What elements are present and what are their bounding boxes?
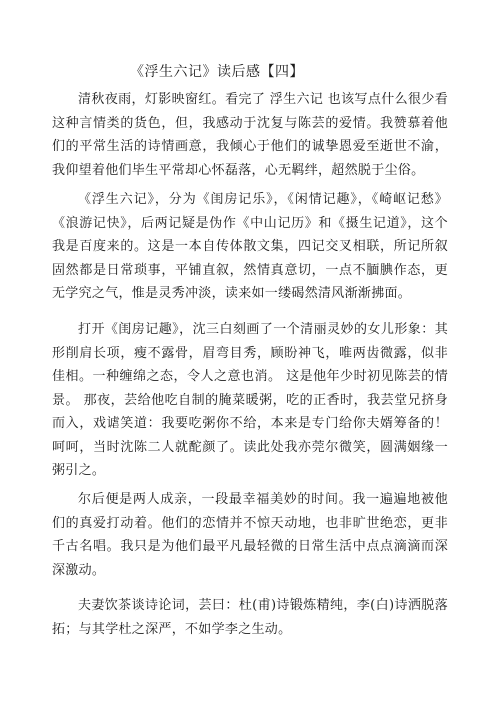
paragraph-2: 《浮生六记》，分为《闺房记乐》，《闲情记趣》，《崎岖记愁》《浪游记快》，后两记疑是伪作《中山记历》和《摄生记道》，这个我是百度来的。这是一本自传体散文集，四记交叉相联，所记所叙固然都是日常琐事，平铺直叙，然情真意切，一点不腼腆作态，更无学究之气，惟是灵秀冲淡，读来如一缕碣然清风渐渐拂面。 <box>52 192 448 301</box>
document-title: 《浮生六记》读后感【四】 <box>130 64 304 80</box>
paragraph-4: 尔后便是两人成亲，一段最幸福美妙的时间。我一遍遍地被他们的真爱打动着。他们的恋情并不惊天动地，也非旷世绝恋，更非千古名唱。我只是为他们最平凡最轻微的日常生活中点点滴滴而深深激动。 <box>52 492 448 578</box>
paragraph-1: 清秋夜雨，灯影映窗红。看完了 浮生六记 也该写点什么很少看这种言情类的货色，但，我感动于沈复与陈芸的爱情。我赞慕着他们的平常生活的诗情画意，我倾心于他们的诚挚恩爱至逝世不渝，我仰望着他们毕生平常却心怀磊落，心无羁绊，超然脱于尘俗。 <box>52 92 448 178</box>
paragraph-3: 打开《闺房记趣》，沈三白刻画了一个清丽灵妙的女儿形象：其形削肩长项，瘦不露骨，眉弯目秀，顾盼神飞，唯两齿微露，似非佳相。一种缠绵之态，令人之意也消。 这是他年少时初见陈芸的情景。 那夜，芸给他吃自制的腌菜暖粥，吃的正香时，我芸堂兄挤身而入，戏谑笑道：我要吃粥你不给，本来是专门给你夫婿筹备的！呵呵，当时沈陈二人就酡颜了。读此处我亦莞尔微笑，圆满姻缘一粥引之。 <box>52 322 448 478</box>
paragraph-5: 夫妻饮茶谈诗论词，芸曰：杜(甫)诗锻炼精纯，李(白)诗洒脱落拓；与其学杜之深严，不如学李之生动。 <box>52 598 448 637</box>
